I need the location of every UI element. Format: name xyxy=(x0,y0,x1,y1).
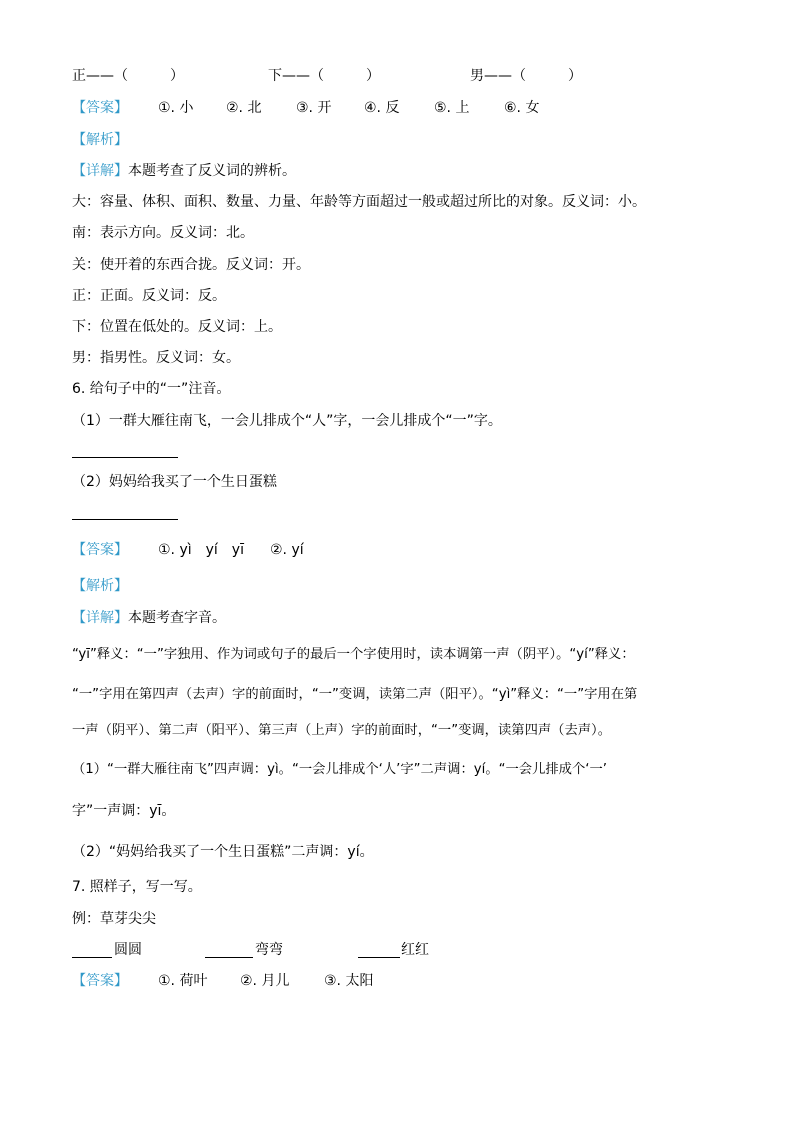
answer-option: ④. 反 xyxy=(364,100,400,116)
detail-paragraph xyxy=(72,608,226,628)
explanation-line: 正：正面。反义词：反。 xyxy=(72,288,226,304)
answer-label: 【答案】 xyxy=(72,973,128,989)
explanation-line: 南：表示方向。反义词：北。 xyxy=(72,225,254,241)
answer-blank[interactable] xyxy=(205,957,253,958)
explanation-line: 关：使开着的东西合拢。反义词：开。 xyxy=(72,257,310,273)
answer-option: ⑤. 上 xyxy=(434,100,470,116)
explanation-line: 一声（阴平）、第二声（阳平）、第三声（上声）字的前面时，“一”变调，读第四声（去声）。 xyxy=(72,723,611,738)
question-title: 6. 给句子中的“一”注音。 xyxy=(72,381,231,397)
answer-label: 【答案】 xyxy=(72,542,128,558)
antonym-item-nan: 男——（ ） xyxy=(470,68,582,84)
explanation-line: （1）“一群大雁往南飞”四声调：yì。“一会儿排成个‘人’字”二声调：yí。“一会儿排成个‘一’ xyxy=(72,762,608,777)
detail-label: 【详解】 xyxy=(72,163,128,179)
sentence-1: （1）一群大雁往南飞，一会儿排成个“人”字，一会儿排成个“一”字。 xyxy=(72,413,502,429)
explanation-line: 大：容量、体积、面积、数量、力量、年龄等方面超过一般或超过所比的对象。反义词：小。 xyxy=(72,194,646,210)
antonym-item-zheng: 正——（ ） xyxy=(72,68,184,84)
answer-option: ③. 开 xyxy=(296,100,332,116)
detail-intro: 本题考查字音。 xyxy=(128,610,226,626)
answer-blank[interactable] xyxy=(72,957,112,958)
answer-blank[interactable] xyxy=(358,957,400,958)
question-title: 7. 照样子，写一写。 xyxy=(72,879,202,895)
detail-intro: 本题考查了反义词的辨析。 xyxy=(128,163,296,179)
detail-label: 【详解】 xyxy=(72,610,128,626)
example-text: 例：草芽尖尖 xyxy=(72,911,156,927)
answer-option: ②. yí xyxy=(270,542,304,558)
answer-option: ①. 小 xyxy=(158,100,194,116)
analysis-label: 【解析】 xyxy=(72,132,128,148)
answer-blank[interactable] xyxy=(72,457,178,458)
explanation-line: “yī”释义：“一”字独用、作为词或句子的最后一个字使用时，读本调第一声（阴平）。“yí”释义： xyxy=(72,647,635,662)
fill-item: 红红 xyxy=(401,942,429,958)
explanation-line: 字”一声调：yī。 xyxy=(72,803,176,819)
sentence-2: （2）妈妈给我买了一个生日蛋糕 xyxy=(72,474,277,490)
answer-option: ①. yì yí yī xyxy=(158,542,244,558)
fill-item: 弯弯 xyxy=(255,942,283,958)
analysis-label: 【解析】 xyxy=(72,578,128,594)
detail-paragraph xyxy=(72,161,296,181)
answer-option: ②. 北 xyxy=(226,100,262,116)
answer-option: ②. 月儿 xyxy=(240,973,290,989)
answer-option: ①. 荷叶 xyxy=(158,973,208,989)
explanation-line: 男：指男性。反义词：女。 xyxy=(72,350,240,366)
answer-option: ⑥. 女 xyxy=(504,100,540,116)
explanation-line: （2）“妈妈给我买了一个生日蛋糕”二声调：yí。 xyxy=(72,844,374,860)
antonym-item-xia: 下——（ ） xyxy=(268,68,380,84)
fill-item: 圆圆 xyxy=(114,942,142,958)
explanation-line: 下：位置在低处的。反义词：上。 xyxy=(72,319,282,335)
explanation-line: “一”字用在第四声（去声）字的前面时，“一”变调，读第二声（阳平）。“yì”释义：“一”字用在第 xyxy=(72,687,638,702)
answer-blank[interactable] xyxy=(72,519,178,520)
answer-option: ③. 太阳 xyxy=(324,973,374,989)
answer-label: 【答案】 xyxy=(72,100,128,116)
